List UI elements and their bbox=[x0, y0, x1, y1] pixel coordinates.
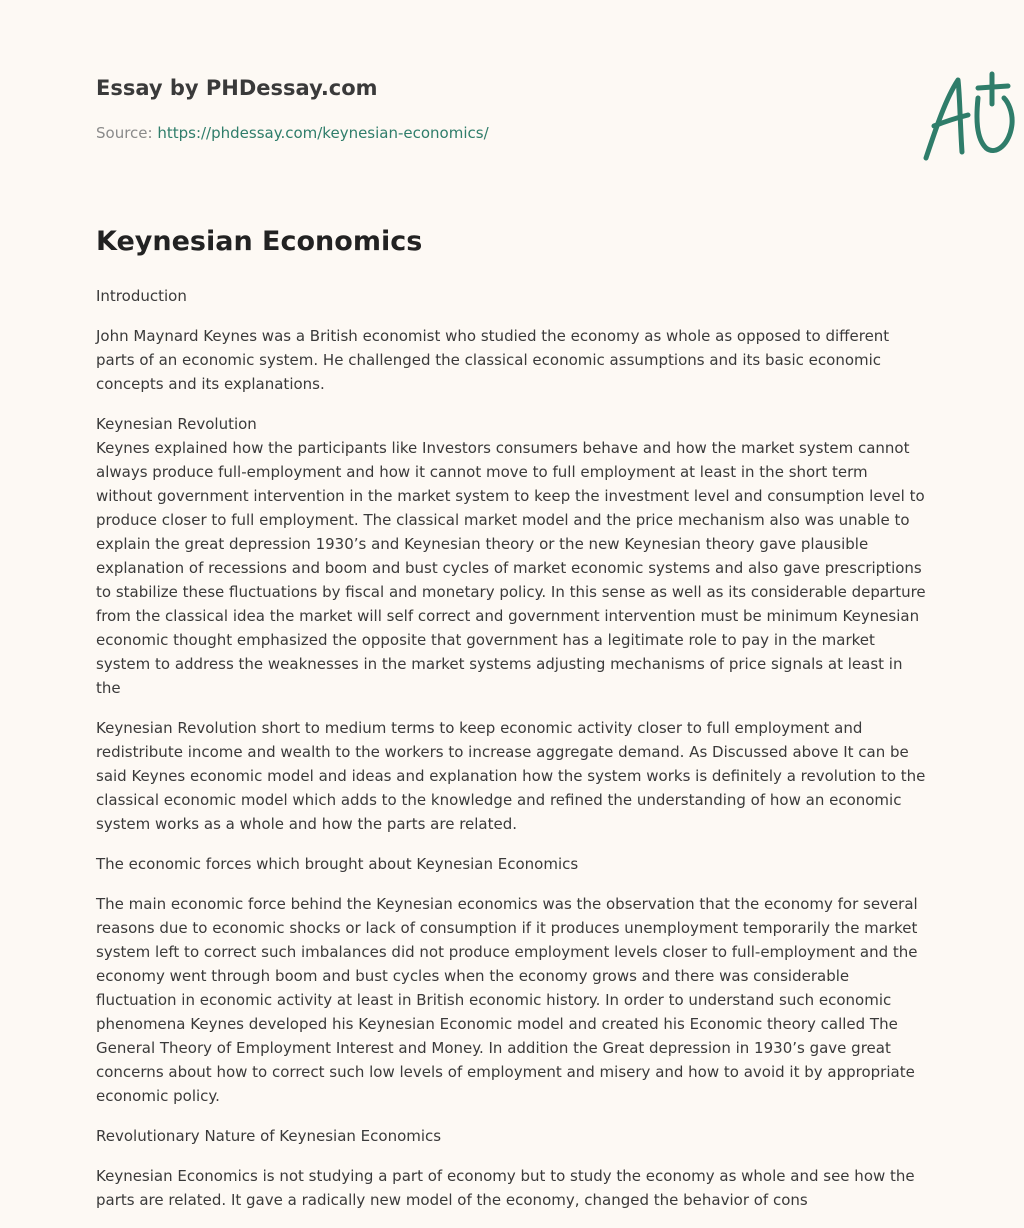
paragraph-revolutionary-nature: Keynesian Economics is not studying a part of economy but to study the economy as whole and see how the parts are related. It gave a radically new model of the economy, changed the behavior of cons bbox=[96, 1167, 915, 1209]
section-heading-economic-forces: The economic forces which brought about Keynesian Economics bbox=[96, 855, 579, 873]
brand-title: Essay by PHDessay.com bbox=[96, 76, 378, 100]
paragraph-revolution bbox=[96, 412, 928, 700]
section-heading-revolutionary-nature: Revolutionary Nature of Keynesian Economics bbox=[96, 1127, 442, 1145]
source-label: Source: bbox=[96, 124, 158, 142]
paragraph-introduction: Introduction bbox=[96, 287, 187, 305]
paragraph-revolution-text: Keynes explained how the participants like Investors consumers behave and how the market system cannot always produce full-employment and how it cannot move to full employment at least in the short term without government intervention in the market system to keep the investment level and consumption level to produce closer to full employment. The classical market model and the price mechanism also was unable to explain the great depression 1930’s and Keynesian theory or the new Keynesian theory gave plausible explanation of recessions and boom and bust cycles of market economic systems and also gave prescriptions to stabilize these fluctuations by fiscal and monetary policy. In this sense as well as its considerable departure from the classical idea the market will self correct and government intervention must be minimum Keynesian economic thought emphasized the opposite that government has a legitimate role to pay in the market system to address the weaknesses in the market systems adjusting mechanisms of price signals at least in the bbox=[96, 439, 926, 697]
paragraph-economic-forces: The main economic force behind the Keynesian economics was the observation that the economy for several reasons due to economic shocks or lack of consumption if it produces unemployment temporarily the market system left to correct such imbalances did not produce employment levels closer to full-employment and the economy went through boom and bust cycles when the economy grows and there was considerable fluctuation in economic activity at least in British economic history. In order to understand such economic phenomena Keynes developed his Keynesian Economic model and created his Economic theory called The General Theory of Employment Interest and Money. In addition the Great depression in 1930’s gave great concerns about how to correct such low levels of employment and misery and how to avoid it by appropriate economic policy. bbox=[96, 895, 918, 1105]
paragraph-revolution-continued: Keynesian Revolution short to medium terms to keep economic activity closer to full employment and redistribute income and wealth to the workers to increase aggregate demand. As Discussed above It can be said Keynes economic model and ideas and explanation how the system works is definitely a revolution to the classical economic model which adds to the knowledge and refined the understanding of how an economic system works as a whole and how the parts are related. bbox=[96, 719, 926, 833]
page-title: Keynesian Economics bbox=[96, 226, 423, 257]
source-line bbox=[96, 124, 489, 142]
paragraph-intro-text: John Maynard Keynes was a British economist who studied the economy as whole as opposed to different parts of an economic system. He challenged the classical economic assumptions and its basic economic concepts and its explanations. bbox=[96, 327, 890, 393]
section-heading-revolution: Keynesian Revolution bbox=[96, 415, 257, 433]
source-link[interactable]: https://phdessay.com/keynesian-economics/ bbox=[157, 124, 489, 142]
a-plus-logo-icon bbox=[916, 68, 1020, 166]
essay-body bbox=[96, 284, 928, 1228]
